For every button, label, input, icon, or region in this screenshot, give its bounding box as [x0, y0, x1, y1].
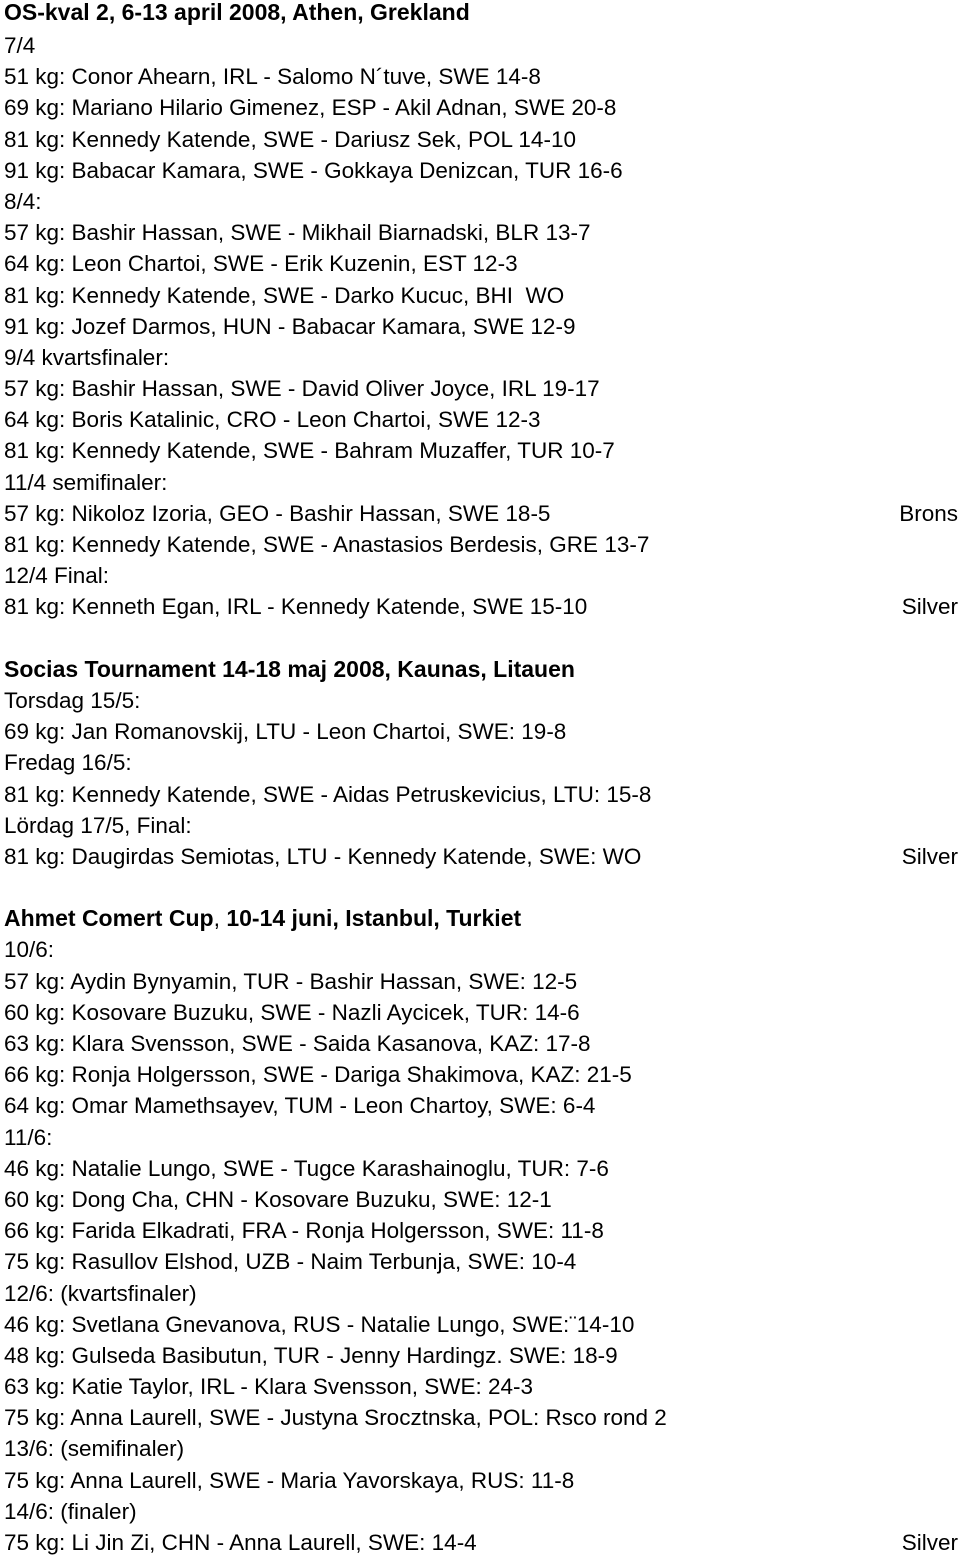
result-line: Fredag 16/5:: [4, 750, 132, 776]
result-line: 8/4:: [4, 188, 42, 214]
result-line: Lördag 17/5, Final:: [4, 812, 192, 838]
section-gap: [4, 872, 958, 903]
result-line: 81 kg: Kenneth Egan, IRL - Kennedy Katende, SWE 15-10 Silver: [4, 591, 958, 622]
result-line: 63 kg: Katie Taylor, IRL - Klara Svensson, SWE: 24-3: [4, 1374, 534, 1400]
section-title-bold: Ahmet Comert Cup: [4, 905, 214, 932]
result-line: 60 kg: Kosovare Buzuku, SWE - Nazli Aycicek, TUR: 14-6: [4, 999, 580, 1025]
result-line: 81 kg: Kennedy Katende, SWE - Aidas Petruskevicius, LTU: 15-8: [4, 781, 652, 807]
section-title-bold-2: 10-14 juni, Istanbul, Turkiet: [226, 905, 522, 932]
section-socias: [4, 685, 958, 872]
result-line: 81 kg: Kennedy Katende, SWE - Anastasios Berdesis, GRE 13-7: [4, 532, 650, 557]
section-title-os-kval: OS-kval 2, 6-13 april 2008, Athen, Grekland: [4, 0, 470, 25]
result-line: 60 kg: Dong Cha, CHN - Kosovare Buzuku, SWE: 12-1: [4, 1186, 552, 1212]
result-line: 69 kg: Mariano Hilario Gimenez, ESP - Akil Adnan, SWE 20-8: [4, 95, 617, 121]
medal-label: Silver: [901, 1530, 958, 1555]
result-line: 75 kg: Rasullov Elshod, UZB - Naim Terbunja, SWE: 10-4: [4, 1249, 577, 1275]
result-line: 9/4 kvartsfinaler:: [4, 344, 170, 370]
section-title-bold: Socias Tournament 14-18 maj 2008, Kaunas, Litauen: [4, 655, 575, 682]
result-line: 91 kg: Jozef Darmos, HUN - Babacar Kamara, SWE 12-9: [4, 313, 576, 339]
result-line: 64 kg: Omar Mamethsayev, TUM - Leon Chartoy, SWE: 6-4: [4, 1093, 596, 1119]
result-line: 11/6:: [4, 1124, 53, 1150]
result-line: Torsdag 15/5:: [4, 687, 141, 713]
result-line: 51 kg: Conor Ahearn, IRL - Salomo N´tuve, SWE 14-8: [4, 64, 541, 90]
result-line: 57 kg: Bashir Hassan, SWE - David Oliver Joyce, IRL 19-17: [4, 376, 600, 402]
result-line: 14/6: (finaler): [4, 1498, 137, 1524]
section-gap: [4, 623, 958, 654]
result-line: 11/4 semifinaler:: [4, 469, 168, 495]
medal-label: Silver: [901, 594, 958, 620]
result-line: 57 kg: Aydin Bynyamin, TUR - Bashir Hassan, SWE: 12-5: [4, 968, 578, 994]
result-line: 81 kg: Kennedy Katende, SWE - Dariusz Sek, POL 14-10: [4, 126, 576, 152]
result-line: 13/6: (semifinaler): [4, 1436, 185, 1462]
section-title-separator: ,: [213, 905, 227, 932]
result-line: 10/6:: [4, 937, 55, 963]
result-line: 7/4: [4, 33, 36, 58]
result-line: 66 kg: Ronja Holgersson, SWE - Dariga Shakimova, KAZ: 21-5: [4, 1062, 632, 1088]
result-line: 75 kg: Anna Laurell, SWE - Maria Yavorskaya, RUS: 11-8: [4, 1467, 575, 1493]
result-line: 69 kg: Jan Romanovskij, LTU - Leon Chartoi, SWE: 19-8: [4, 719, 567, 745]
section-ahmet-comert: [4, 934, 958, 1558]
result-line: 81 kg: Kennedy Katende, SWE - Darko Kucuc, BHI WO: [4, 282, 565, 308]
section-os-kval: [4, 30, 958, 623]
section-title-ahmet-comert: [4, 903, 958, 934]
result-line: 66 kg: Farida Elkadrati, FRA - Ronja Holgersson, SWE: 11-8: [4, 1218, 604, 1244]
result-line: 12/6: (kvartsfinaler): [4, 1280, 197, 1306]
result-line: 57 kg: Nikoloz Izoria, GEO - Bashir Hassan, SWE 18-5 Brons: [4, 498, 958, 529]
result-line: 46 kg: Natalie Lungo, SWE - Tugce Karashainoglu, TUR: 7-6: [4, 1155, 609, 1181]
result-line: 81 kg: Daugirdas Semiotas, LTU - Kennedy Katende, SWE: WO Silver: [4, 841, 958, 872]
medal-label: Silver: [901, 843, 958, 869]
result-line: 12/4 Final:: [4, 563, 110, 589]
result-line: 75 kg: Anna Laurell, SWE - Justyna Srocztnska, POL: Rsco rond 2: [4, 1405, 667, 1431]
result-line: 91 kg: Babacar Kamara, SWE - Gokkaya Denizcan, TUR 16-6: [4, 157, 623, 183]
document: [4, 0, 958, 1558]
result-line: 46 kg: Svetlana Gnevanova, RUS - Natalie Lungo, SWE:¨14-10: [4, 1311, 635, 1337]
result-line: 64 kg: Boris Katalinic, CRO - Leon Chartoi, SWE 12-3: [4, 407, 541, 433]
medal-label: Brons: [899, 500, 958, 526]
section-title-socias: [4, 654, 958, 685]
result-line: 75 kg: Li Jin Zi, CHN - Anna Laurell, SWE: 14-4 Silver: [4, 1527, 958, 1558]
result-line: 81 kg: Kennedy Katende, SWE - Bahram Muzaffer, TUR 10-7: [4, 438, 615, 464]
result-line: 57 kg: Bashir Hassan, SWE - Mikhail Biarnadski, BLR 13-7: [4, 220, 591, 246]
result-line: 64 kg: Leon Chartoi, SWE - Erik Kuzenin, EST 12-3: [4, 251, 518, 277]
result-line: 63 kg: Klara Svensson, SWE - Saida Kasanova, KAZ: 17-8: [4, 1031, 591, 1056]
result-line: 48 kg: Gulseda Basibutun, TUR - Jenny Hardingz. SWE: 18-9: [4, 1342, 618, 1368]
